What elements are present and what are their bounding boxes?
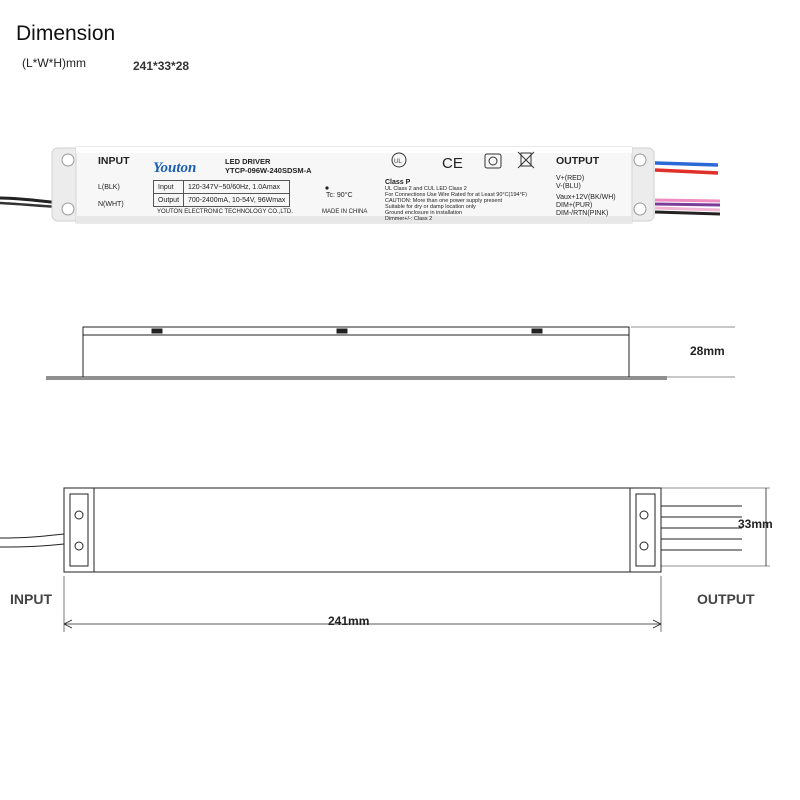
height-dimension-label: 28mm — [690, 344, 725, 358]
side-view-drawing — [46, 327, 735, 379]
note-line: Dimmer+/-: Class 2 — [385, 216, 433, 222]
note-line: CAUTION: More than one power supply present — [385, 198, 503, 204]
spec-value: 700-2400mA, 10-54V, 96Wmax — [184, 194, 290, 207]
output-side-label: OUTPUT — [697, 591, 755, 607]
dimension-label: (L*W*H)mm — [22, 56, 86, 70]
spec-table — [153, 180, 290, 207]
output-wire-dimplus: DIM+(PUR) — [556, 202, 593, 209]
note-line: UL Class 2 and CUL LED Class 2 — [385, 186, 467, 192]
input-cable — [0, 198, 60, 207]
model-number: YTCP-096W-240SDSM-A — [225, 166, 312, 175]
output-wires — [655, 163, 720, 214]
input-side-label: INPUT — [10, 591, 52, 607]
output-wire-vaux: Vaux+12V(BK/WH) — [556, 194, 616, 201]
brand-logo: Youton — [153, 160, 197, 176]
product-type: LED DRIVER — [225, 157, 271, 166]
svg-text:UL: UL — [394, 159, 402, 165]
output-header: OUTPUT — [556, 155, 600, 167]
width-dimension-label: 33mm — [738, 517, 773, 531]
made-in: MADE IN CHINA — [322, 209, 368, 215]
input-wire-n: N(WHT) — [98, 201, 124, 208]
spec-label: Input — [154, 181, 184, 194]
spec-value: 120-347V~50/60Hz, 1.0Amax — [184, 181, 290, 194]
class-label: Class P — [385, 179, 411, 186]
tc-rating: Tc: 90°C — [326, 192, 353, 199]
output-wire-vminus: V-(BLU) — [556, 183, 581, 190]
note-line: Ground enclosure in installation — [385, 210, 463, 216]
output-wire-dimminus: DIM-/RTN(PINK) — [556, 210, 609, 217]
output-wire-vplus: V+(RED) — [556, 175, 585, 182]
ce-mark-icon — [442, 155, 463, 172]
input-wire-l: L(BLK) — [98, 184, 120, 191]
length-dimension-label: 241mm — [328, 614, 370, 628]
manufacturer: YOUTON ELECTRONIC TECHNOLOGY CO.,LTD. — [157, 209, 293, 215]
spec-row-input — [154, 181, 290, 194]
spec-row-output — [154, 194, 290, 207]
compliance-notes — [385, 186, 527, 222]
input-header: INPUT — [98, 155, 130, 167]
svg-text:CE: CE — [442, 155, 463, 172]
page-title: Dimension — [16, 22, 116, 45]
dimension-value: 241*33*28 — [133, 59, 190, 73]
note-line: For Connections Use Wire Rated for at Least 90°C(194°F) — [385, 192, 527, 198]
top-view-drawing — [0, 488, 770, 632]
spec-label: Output — [154, 194, 184, 207]
output-wire-list-2 — [556, 194, 616, 218]
note-line: Suitable for dry or damp location only — [385, 204, 476, 210]
output-wire-list — [556, 175, 584, 191]
